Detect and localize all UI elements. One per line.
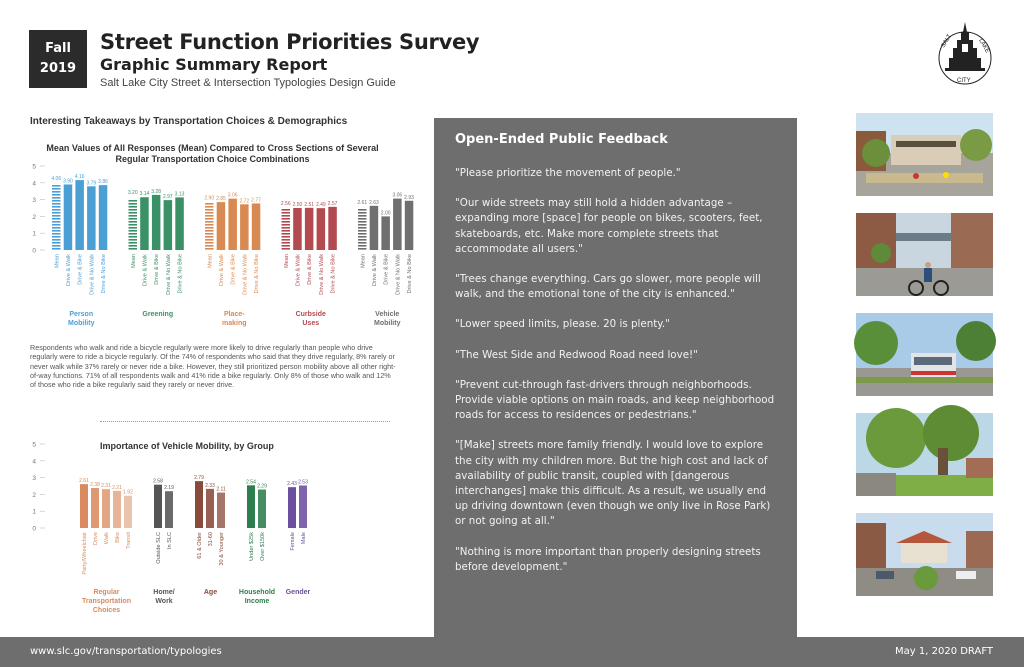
mean-bar-stripe	[282, 224, 291, 226]
vehicle-mobility-chart	[30, 438, 330, 618]
bar	[140, 197, 149, 250]
group-label: Greening	[142, 311, 174, 318]
mean-bar-stripe	[52, 185, 61, 187]
bar	[206, 489, 214, 528]
mean-bar-stripe	[52, 227, 61, 229]
mean-bar-stripe	[52, 194, 61, 196]
mean-bar-stripe	[358, 230, 367, 232]
group-label: Gender	[285, 589, 311, 596]
category-label: Outside SLC	[156, 532, 162, 564]
bar-value-label: 2.00	[380, 210, 391, 217]
mean-bar-stripe	[205, 233, 214, 235]
category-label: Drive & Bike	[307, 254, 314, 285]
mean-bar-stripe	[358, 245, 367, 247]
category-label: Drive & Walk	[65, 254, 72, 287]
mean-bar-stripe	[52, 206, 61, 208]
quote: "The West Side and Redwood Road need love!"	[455, 348, 698, 361]
mean-bar-stripe	[129, 233, 138, 235]
bar-value-label: 3.06	[392, 192, 403, 199]
bar	[217, 202, 226, 250]
mean-bar-stripe	[129, 224, 138, 226]
street-photo-market	[856, 513, 993, 596]
bar-value-label: 2.31	[101, 483, 111, 490]
bar	[64, 184, 72, 250]
mean-bar-stripe	[282, 221, 291, 223]
category-label: 61 & Older	[197, 532, 203, 559]
bar-value-label: 2.33	[205, 482, 215, 489]
mean-bar-stripe	[358, 224, 367, 226]
bar	[91, 488, 99, 528]
category-label: Mean	[207, 254, 214, 268]
bar	[152, 195, 161, 250]
mean-bar-stripe	[282, 209, 291, 211]
mean-bar-stripe	[129, 248, 138, 250]
mean-bar-stripe	[358, 215, 367, 217]
bar	[87, 186, 96, 250]
y-tick-label: 1	[32, 230, 36, 238]
bar-value-label: 4.16	[74, 174, 85, 181]
mean-bar-stripe	[282, 233, 291, 235]
mean-bar-stripe	[52, 248, 61, 250]
category-label: Drive & No Walk	[242, 254, 249, 295]
bar	[305, 208, 314, 250]
bar-value-label: 2.61	[357, 200, 368, 207]
mean-bar-stripe	[205, 221, 214, 223]
mean-bar-stripe	[129, 239, 138, 241]
category-label: Drive & No Bike	[407, 254, 414, 294]
category-label: Drive & No Bike	[177, 254, 184, 294]
group-label: Curbside	[295, 311, 326, 318]
bar	[240, 204, 249, 250]
mean-bar-stripe	[129, 203, 138, 205]
category-label: Drive & No Walk	[165, 254, 172, 295]
mean-bar-stripe	[205, 215, 214, 217]
bar	[75, 180, 84, 250]
quote: "Trees change everything. Cars go slower, more people will walk, and the emotional tone of the city is enhanced."	[455, 273, 761, 301]
category-label: Drive & Bike	[230, 254, 237, 285]
group-label: Place-	[223, 311, 245, 318]
mean-bar-stripe	[129, 242, 138, 244]
mean-bar-stripe	[358, 248, 367, 250]
group-label: Mobility	[68, 320, 95, 327]
mean-bar-stripe	[52, 203, 61, 205]
bar-value-label: 1.92	[123, 489, 133, 496]
street-photo-trax	[856, 313, 993, 396]
bar-value-label: 2.57	[327, 200, 338, 207]
page-title: Street Function Priorities Survey	[100, 30, 480, 54]
category-label: Walk	[104, 532, 110, 545]
mean-bar-stripe	[205, 206, 214, 208]
category-label: Drive & No Bike	[330, 254, 337, 294]
mean-bar-stripe	[358, 227, 367, 229]
y-tick-label: 5	[32, 163, 36, 171]
bar-value-label: 2.19	[164, 485, 174, 492]
mean-bar-stripe	[205, 224, 214, 226]
bar-value-label: 2.54	[246, 479, 256, 486]
group-label: Work	[155, 598, 173, 605]
bar	[288, 487, 296, 528]
bar-value-label: 2.97	[162, 194, 173, 201]
takeaways-paragraph: Respondents who walk and ride a bicycle regularly were more likely to drive regularly than people who drive regularly were to ride a bicycle regularly. Of the 74% of respondents who said that they drive regularly, 8% rarely or never walk while 37% rarely or never ride a bike. However, they still prioritized person mobility above all other right-of-way functions. 71% of all respondents walk and 41% ride a bike regularly. Only 8% of those who walk and 12% of those who ride a bike regularly said they rarely or never drive.	[30, 343, 396, 390]
bar-value-label: 3.90	[63, 178, 73, 185]
category-label: Mean	[130, 254, 137, 268]
mean-bar-stripe	[129, 245, 138, 247]
bar	[328, 207, 337, 250]
category-label: Over $150k	[260, 532, 266, 561]
mean-bar-stripe	[52, 230, 61, 232]
mean-bar-stripe	[282, 245, 291, 247]
bar-value-label: 2.51	[304, 201, 315, 208]
mean-bar-stripe	[129, 215, 138, 217]
mean-bar-stripe	[52, 236, 61, 238]
svg-text:CITY: CITY	[957, 78, 971, 84]
bar-value-label: 3.20	[127, 190, 138, 197]
bar	[217, 493, 225, 528]
mean-bar-stripe	[52, 197, 61, 199]
group-label: Transportation	[81, 598, 132, 605]
quote: "[Make] streets more family friendly. I would love to explore the city with my children more. But the high cost and lack of availability of public transit, coupled with [dangerous interchanges] make this difficult. As a result, we usually end up driving downtown (even though we only live in Rose Park) or not going at all."	[455, 439, 771, 528]
quote: "Lower speed limits, please. 20 is plenty."	[455, 318, 670, 331]
bar	[393, 199, 402, 250]
svg-text:LAKE: LAKE	[977, 38, 991, 55]
group-label: Regular	[93, 589, 120, 596]
footer-bar	[0, 637, 1024, 667]
bar	[299, 485, 307, 528]
mean-bar-stripe	[129, 218, 138, 220]
mean-bar-stripe	[52, 215, 61, 217]
category-label: Drive & Bike	[383, 254, 390, 285]
bar-value-label: 2.58	[153, 478, 163, 485]
bar-value-label: 2.85	[216, 196, 226, 203]
bar-value-label: 2.72	[239, 198, 250, 205]
bar	[252, 203, 260, 250]
quote: "Nothing is more important than properly designing streets before development."	[455, 545, 761, 573]
mean-bar-stripe	[358, 212, 367, 214]
bar-value-label: 2.53	[298, 479, 308, 486]
category-label: Male	[301, 532, 307, 545]
feedback-panel	[434, 118, 797, 637]
bar-value-label: 2.21	[112, 484, 122, 491]
bar-value-label: 2.77	[251, 197, 261, 204]
y-tick-label: 0	[32, 525, 36, 533]
mean-bar-stripe	[358, 242, 367, 244]
quote: "Please prioritize the movement of people."	[455, 167, 681, 179]
bar	[293, 208, 302, 250]
bar-value-label: 2.56	[280, 200, 291, 207]
bar	[165, 491, 173, 528]
mean-bar-stripe	[282, 218, 291, 220]
category-label: Mean	[283, 254, 290, 268]
feedback-heading: Open-Ended Public Feedback	[455, 132, 668, 147]
category-label: Mean	[360, 254, 367, 268]
category-label: Drive & No Walk	[89, 254, 96, 295]
y-tick-label: 5	[32, 441, 36, 449]
mean-bar-stripe	[52, 188, 61, 190]
bar	[164, 200, 173, 250]
mean-bar-stripe	[358, 239, 367, 241]
mean-bar-stripe	[205, 212, 214, 214]
quote: "Our wide streets may still hold a hidden advantage – expanding more [space] for people on bikes, scooters, feet, skateboards, etc. Make more complete streets that accommodate all users."	[455, 197, 763, 255]
category-label: Drive & No Walk	[395, 254, 402, 295]
category-label: Under $25k	[249, 532, 255, 561]
group-label: Choices	[92, 607, 121, 614]
street-photo-cyclist	[856, 213, 993, 296]
bar-value-label: 2.43	[287, 481, 297, 488]
mean-bar-stripe	[282, 230, 291, 232]
svg-text:SALT: SALT	[940, 33, 954, 49]
mean-bar-stripe	[282, 227, 291, 229]
mean-bar-stripe	[205, 242, 214, 244]
mean-bar-stripe	[205, 239, 214, 241]
mean-bar-stripe	[52, 212, 61, 214]
mean-bar-stripe	[205, 230, 214, 232]
mean-bar-stripe	[52, 233, 61, 235]
mean-bar-stripe	[282, 215, 291, 217]
category-label: Party/Wheelchair	[82, 532, 88, 575]
mean-bar-stripe	[129, 209, 138, 211]
group-label: Uses	[302, 320, 320, 327]
bar-value-label: 3.13	[174, 191, 185, 198]
bar	[124, 496, 132, 528]
mean-bar-stripe	[52, 218, 61, 220]
quote-list	[455, 166, 780, 590]
category-label: Mean	[54, 254, 61, 268]
group-label: Income	[244, 598, 270, 605]
bar	[317, 208, 326, 250]
bar	[154, 485, 162, 528]
bar-value-label: 2.29	[257, 483, 267, 490]
chart2-title: Importance of Vehicle Mobility, by Group	[100, 441, 274, 451]
category-label: Drive & No Bike	[254, 253, 261, 294]
bar-value-label: 4.06	[51, 175, 62, 182]
mean-values-chart	[30, 158, 414, 336]
mean-bar-stripe	[52, 200, 61, 202]
mean-bar-stripe	[282, 236, 291, 238]
chart1-title: Mean Values of All Responses (Mean) Compared to Cross Sections of Several Regular Transportation Choice Combinations	[46, 143, 379, 164]
bar	[113, 491, 121, 528]
mean-bar-stripe	[358, 233, 367, 235]
y-tick-label: 0	[32, 247, 36, 255]
mean-bar-stripe	[205, 218, 214, 220]
mean-bar-stripe	[205, 203, 214, 205]
mean-bar-stripe	[358, 209, 367, 211]
category-label: 31-60	[208, 532, 214, 547]
category-label: Drive & Walk	[295, 254, 302, 287]
mean-bar-stripe	[52, 191, 61, 193]
bar	[405, 201, 414, 250]
bar	[99, 185, 108, 250]
y-tick-label: 4	[32, 458, 36, 466]
guide-name: Salt Lake City Street & Intersection Typologies Design Guide	[100, 77, 396, 89]
mean-bar-stripe	[358, 221, 367, 223]
bar	[80, 484, 88, 528]
mean-bar-stripe	[205, 236, 214, 238]
mean-bar-stripe	[129, 227, 138, 229]
category-label: Drive & Bike	[154, 254, 161, 285]
category-label: Drive	[93, 532, 99, 546]
group-label: Mobility	[374, 320, 401, 327]
season-badge	[29, 30, 87, 88]
mean-bar-stripe	[52, 221, 61, 223]
mean-bar-stripe	[205, 248, 214, 250]
mean-bar-stripe	[52, 242, 61, 244]
footer-url-link[interactable]: www.slc.gov/transportation/typologies	[30, 646, 222, 657]
bar-value-label: 2.50	[292, 202, 303, 208]
street-photo-trees	[856, 413, 993, 496]
category-label: 30 & Younger	[219, 532, 225, 566]
bar	[258, 490, 266, 528]
category-label: Transit	[126, 532, 132, 549]
mean-bar-stripe	[282, 212, 291, 214]
mean-bar-stripe	[205, 227, 214, 229]
season-label: Fall	[45, 41, 71, 56]
y-tick-label: 2	[32, 491, 36, 499]
category-label: Drive & Walk	[142, 254, 149, 287]
bar	[102, 489, 110, 528]
bar-value-label: 3.28	[151, 188, 162, 195]
category-label: Bike	[115, 532, 121, 543]
page-subtitle: Graphic Summary Report	[100, 55, 328, 74]
mean-bar-stripe	[52, 239, 61, 241]
mean-bar-stripe	[129, 206, 138, 208]
bar	[228, 199, 237, 250]
mean-bar-stripe	[282, 242, 291, 244]
bar-value-label: 2.49	[315, 202, 326, 209]
bar-value-label: 2.38	[90, 482, 100, 489]
category-label: Drive & Walk	[218, 254, 225, 287]
y-tick-label: 3	[32, 197, 36, 205]
group-label: Person	[69, 311, 94, 318]
mean-bar-stripe	[129, 212, 138, 214]
bar-value-label: 2.79	[194, 475, 204, 482]
group-label: Vehicle	[375, 311, 400, 318]
mean-bar-stripe	[358, 236, 367, 238]
mean-bar-stripe	[129, 236, 138, 238]
mean-bar-stripe	[358, 218, 367, 220]
year-label: 2019	[39, 61, 77, 76]
bar	[247, 485, 255, 528]
category-label: In SLC	[167, 532, 173, 550]
takeaways-heading: Interesting Takeaways by Transportation Choices & Demographics	[30, 116, 348, 127]
y-tick-label: 2	[32, 213, 36, 221]
bar-value-label: 2.90	[204, 195, 215, 202]
y-tick-label: 3	[32, 475, 36, 483]
group-label: making	[221, 320, 247, 327]
bar	[175, 197, 184, 250]
bar-value-label: 2.63	[369, 199, 379, 206]
y-tick-label: 1	[32, 508, 36, 516]
bar	[381, 216, 390, 250]
category-label: Female	[290, 532, 296, 551]
bar	[370, 206, 379, 250]
divider	[100, 421, 390, 422]
group-label: Household	[238, 589, 276, 596]
category-label: Drive & Bike	[77, 254, 84, 285]
mean-bar-stripe	[282, 239, 291, 241]
category-label: Drive & Walk	[371, 254, 378, 287]
mean-bar-stripe	[205, 245, 214, 247]
bar-value-label: 3.86	[98, 179, 108, 186]
y-tick-label: 4	[32, 180, 36, 188]
footer-date: May 1, 2020 DRAFT	[895, 646, 993, 657]
group-label: Home/	[153, 589, 175, 596]
mean-bar-stripe	[129, 200, 138, 202]
mean-bar-stripe	[129, 230, 138, 232]
bar-value-label: 2.93	[404, 194, 414, 201]
mean-bar-stripe	[52, 245, 61, 247]
quote: "Prevent cut-through fast-drivers through neighborhoods. Provide viable options on main roads, and keep neighborhood roads for access to residences or pedestrians."	[455, 378, 775, 422]
bar-value-label: 3.06	[227, 192, 238, 199]
mean-bar-stripe	[129, 221, 138, 223]
bar-value-label: 3.14	[139, 191, 150, 198]
category-label: Drive & No Walk	[318, 254, 325, 295]
city-seal-logo	[935, 18, 995, 88]
mean-bar-stripe	[282, 248, 291, 250]
street-photo-plaza	[856, 113, 993, 196]
bar	[195, 481, 203, 528]
mean-bar-stripe	[52, 209, 61, 211]
mean-bar-stripe	[52, 224, 61, 226]
mean-bar-stripe	[205, 209, 214, 211]
bar-value-label: 2.11	[216, 486, 226, 493]
bar-value-label: 3.79	[86, 180, 97, 187]
bar-value-label: 2.61	[79, 478, 89, 485]
group-label: Age	[203, 589, 218, 596]
category-label: Drive & No Bike	[101, 254, 108, 294]
